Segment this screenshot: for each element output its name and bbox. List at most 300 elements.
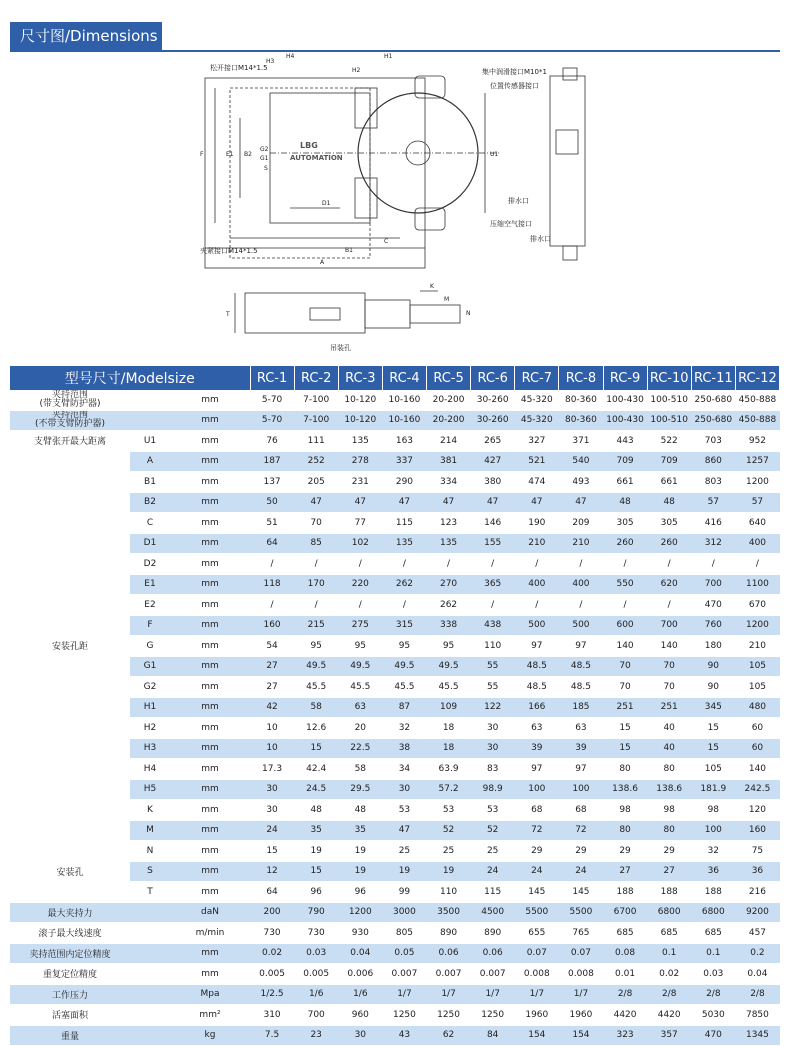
cell-value: 251	[647, 697, 691, 718]
cell-value: 6800	[691, 902, 735, 923]
cell-value: 99	[382, 882, 426, 903]
row-unit: daN	[170, 902, 250, 923]
cell-value: 64	[250, 882, 294, 903]
drawing-labels	[200, 53, 551, 352]
cell-value: 0.03	[691, 964, 735, 985]
cell-value: 109	[427, 697, 471, 718]
cell-value: 95	[294, 636, 338, 657]
cell-value: 0.02	[250, 943, 294, 964]
cell-value: 10-160	[382, 390, 426, 410]
row-unit: mm	[170, 964, 250, 985]
cell-value: 250-680	[691, 410, 735, 431]
group-mount-distance: 安装孔距	[10, 451, 130, 841]
cell-value: 105	[691, 759, 735, 780]
header-model: RC-2	[294, 366, 338, 390]
cell-value: 154	[515, 1025, 559, 1046]
row-param	[130, 923, 170, 944]
cell-value: 100-510	[647, 410, 691, 431]
row-param	[130, 1025, 170, 1046]
cell-value: /	[294, 554, 338, 575]
cell-value: 522	[647, 431, 691, 452]
row-param: E2	[130, 595, 170, 616]
cell-value: 35	[294, 820, 338, 841]
cell-value: 138.6	[647, 779, 691, 800]
cell-value: 20	[338, 718, 382, 739]
cell-value: 97	[515, 759, 559, 780]
row-param: G1	[130, 656, 170, 677]
cell-value: 2/8	[691, 984, 735, 1005]
cell-value: 135	[427, 533, 471, 554]
cell-value: 98	[603, 800, 647, 821]
cell-value: 19	[338, 841, 382, 862]
logo-line2: AUTOMATION	[290, 154, 343, 162]
table-row	[10, 451, 780, 472]
cell-value: 0.2	[735, 943, 779, 964]
row-name: 夹持范围 (带支臂防护器)	[10, 390, 130, 410]
table-row	[10, 923, 780, 944]
cell-value: 72	[515, 820, 559, 841]
cell-value: 181.9	[691, 779, 735, 800]
cell-value: 210	[735, 636, 779, 657]
header-model: RC-3	[338, 366, 382, 390]
cell-value: 0.05	[382, 943, 426, 964]
cell-value: 1/7	[471, 984, 515, 1005]
row-param	[130, 410, 170, 431]
cell-value: 45.5	[427, 677, 471, 698]
cell-value: 450-888	[735, 390, 779, 410]
row-name: 重量	[10, 1025, 130, 1046]
row-name: 夹持范围内定位精度	[10, 943, 130, 964]
callout-position-sensor: 位置传感器接口	[490, 82, 539, 90]
cell-value: 100-430	[603, 390, 647, 410]
cell-value: 709	[603, 451, 647, 472]
cell-value: 760	[691, 615, 735, 636]
cell-value: 0.008	[515, 964, 559, 985]
table-row	[10, 902, 780, 923]
cell-value: 215	[294, 615, 338, 636]
cell-value: 118	[250, 574, 294, 595]
label-d1: D1	[322, 200, 331, 207]
cell-value: 7.5	[250, 1025, 294, 1046]
cell-value: 1/7	[515, 984, 559, 1005]
row-unit: mm	[170, 554, 250, 575]
cell-value: 15	[603, 718, 647, 739]
label-f: F	[200, 151, 204, 158]
technical-drawing-svg	[0, 48, 790, 360]
cell-value: 278	[338, 451, 382, 472]
row-unit: mm	[170, 841, 250, 862]
cell-value: 0.02	[647, 964, 691, 985]
cell-value: 860	[691, 451, 735, 472]
cell-value: 49.5	[338, 656, 382, 677]
row-unit: mm	[170, 882, 250, 903]
cell-value: 95	[338, 636, 382, 657]
cell-value: 190	[515, 513, 559, 534]
label-m: M	[444, 296, 450, 303]
header-model: RC-4	[382, 366, 426, 390]
cell-value: 30	[471, 738, 515, 759]
cell-value: 145	[559, 882, 603, 903]
cell-value: 45-320	[515, 390, 559, 410]
row-param: H2	[130, 718, 170, 739]
cell-value: 43	[382, 1025, 426, 1046]
cell-value: 4500	[471, 902, 515, 923]
cell-value: 22.5	[338, 738, 382, 759]
cell-value: 100	[691, 820, 735, 841]
dimension-drawing	[0, 48, 790, 360]
cell-value: 80-360	[559, 390, 603, 410]
cell-value: 42	[250, 697, 294, 718]
cell-value: 47	[382, 820, 426, 841]
cell-value: 27	[603, 861, 647, 882]
callout-compressed-air: 压缩空气接口	[490, 220, 532, 228]
cell-value: 32	[382, 718, 426, 739]
row-unit: mm	[170, 513, 250, 534]
table-body	[10, 390, 780, 1046]
header-model: RC-8	[559, 366, 603, 390]
cell-value: 10	[250, 718, 294, 739]
cell-value: 0.03	[294, 943, 338, 964]
cell-value: 98	[691, 800, 735, 821]
row-name: 工作压力	[10, 984, 130, 1005]
cell-value: 550	[603, 574, 647, 595]
cell-value: 0.005	[294, 964, 338, 985]
row-param: C	[130, 513, 170, 534]
cell-value: 64	[250, 533, 294, 554]
cell-value: 9200	[735, 902, 779, 923]
cell-value: 0.06	[471, 943, 515, 964]
cell-value: 500	[559, 615, 603, 636]
cell-value: 27	[647, 861, 691, 882]
cell-value: 209	[559, 513, 603, 534]
cell-value: 97	[559, 636, 603, 657]
cell-value: 6700	[603, 902, 647, 923]
cell-value: 7-100	[294, 390, 338, 410]
cell-value: 29	[559, 841, 603, 862]
cell-value: 40	[647, 718, 691, 739]
cell-value: 312	[691, 533, 735, 554]
row-param: N	[130, 841, 170, 862]
cell-value: 12.6	[294, 718, 338, 739]
cell-value: 30-260	[471, 390, 515, 410]
cell-value: 160	[735, 820, 779, 841]
cell-value: 57	[691, 492, 735, 513]
header-model: RC-6	[471, 366, 515, 390]
callout-exhaust-2: 排水口	[530, 235, 551, 243]
header-model: RC-11	[691, 366, 735, 390]
cell-value: 200	[250, 902, 294, 923]
row-unit: mm	[170, 697, 250, 718]
cell-value: 0.007	[427, 964, 471, 985]
header-model: RC-7	[515, 366, 559, 390]
row-unit: mm	[170, 492, 250, 513]
cell-value: 805	[382, 923, 426, 944]
cell-value: 57	[735, 492, 779, 513]
cell-value: 49.5	[382, 656, 426, 677]
cell-value: 58	[294, 697, 338, 718]
row-unit: mm	[170, 533, 250, 554]
cell-value: 960	[338, 1005, 382, 1026]
cell-value: 110	[427, 882, 471, 903]
label-n: N	[466, 310, 471, 317]
cell-value: 48.5	[515, 656, 559, 677]
cell-value: 95	[427, 636, 471, 657]
cell-value: 250-680	[691, 390, 735, 410]
cell-value: 18	[427, 738, 471, 759]
cell-value: 24.5	[294, 779, 338, 800]
cell-value: /	[559, 554, 603, 575]
cell-value: 50	[250, 492, 294, 513]
cell-value: 24	[515, 861, 559, 882]
row-unit: kg	[170, 1025, 250, 1046]
cell-value: 166	[515, 697, 559, 718]
cell-value: /	[427, 554, 471, 575]
label-a: A	[320, 259, 325, 266]
cell-value: 80	[647, 820, 691, 841]
row-unit: mm	[170, 431, 250, 452]
row-unit: mm	[170, 595, 250, 616]
cell-value: 52	[427, 820, 471, 841]
cell-value: 700	[647, 615, 691, 636]
cell-value: 60	[735, 738, 779, 759]
cell-value: 160	[250, 615, 294, 636]
cell-value: 0.005	[250, 964, 294, 985]
cell-value: 42.4	[294, 759, 338, 780]
cell-value: 0.08	[603, 943, 647, 964]
callout-central-lube: 集中润滑接口M10*1	[482, 68, 547, 76]
cell-value: 15	[294, 861, 338, 882]
table-row	[10, 390, 780, 410]
row-param: H5	[130, 779, 170, 800]
cell-value: 24	[250, 820, 294, 841]
row-unit: mm	[170, 615, 250, 636]
row-param: T	[130, 882, 170, 903]
cell-value: 35	[338, 820, 382, 841]
body-outline	[205, 78, 425, 268]
cell-value: 135	[338, 431, 382, 452]
cell-value: /	[603, 554, 647, 575]
top-view-slot	[310, 308, 340, 320]
label-e1: E1	[226, 151, 234, 158]
row-unit: mm	[170, 718, 250, 739]
cell-value: 443	[603, 431, 647, 452]
label-h1: H1	[384, 53, 393, 60]
cell-value: 685	[603, 923, 647, 944]
cell-value: 96	[294, 882, 338, 903]
cell-value: 60	[735, 718, 779, 739]
cell-value: 252	[294, 451, 338, 472]
row-param	[130, 1005, 170, 1026]
cell-value: 188	[647, 882, 691, 903]
cell-value: 39	[515, 738, 559, 759]
cell-value: 15	[691, 718, 735, 739]
cell-value: 48.5	[559, 656, 603, 677]
cell-value: 70	[603, 677, 647, 698]
cell-value: 214	[427, 431, 471, 452]
row-param: U1	[130, 431, 170, 452]
cell-value: /	[515, 554, 559, 575]
cell-value: 19	[382, 861, 426, 882]
cell-value: 53	[471, 800, 515, 821]
cell-value: 1250	[427, 1005, 471, 1026]
row-param: G2	[130, 677, 170, 698]
row-param	[130, 964, 170, 985]
cell-value: 96	[338, 882, 382, 903]
cell-value: 34	[382, 759, 426, 780]
cell-value: 90	[691, 677, 735, 698]
cell-value: 400	[559, 574, 603, 595]
cell-value: 220	[338, 574, 382, 595]
cell-value: 380	[471, 472, 515, 493]
cell-value: 0.008	[559, 964, 603, 985]
cell-value: 685	[647, 923, 691, 944]
cell-value: 334	[427, 472, 471, 493]
cell-value: 102	[338, 533, 382, 554]
cell-value: 36	[735, 861, 779, 882]
cell-value: 47	[471, 492, 515, 513]
cell-value: 15	[691, 738, 735, 759]
cell-value: 357	[647, 1025, 691, 1046]
cell-value: 48.5	[515, 677, 559, 698]
cell-value: 470	[691, 595, 735, 616]
side-view-top	[563, 68, 577, 80]
cell-value: 540	[559, 451, 603, 472]
cell-value: 188	[603, 882, 647, 903]
cell-value: 188	[691, 882, 735, 903]
cell-value: 25	[471, 841, 515, 862]
cell-value: 47	[427, 492, 471, 513]
cell-value: 474	[515, 472, 559, 493]
cell-value: 29	[515, 841, 559, 862]
cell-value: 63.9	[427, 759, 471, 780]
cell-value: 23	[294, 1025, 338, 1046]
cell-value: 15	[250, 841, 294, 862]
cell-value: 2/8	[735, 984, 779, 1005]
cell-value: 135	[382, 533, 426, 554]
cell-value: 275	[338, 615, 382, 636]
cell-value: 32	[691, 841, 735, 862]
callout-exhaust-1: 排水口	[508, 197, 529, 205]
cell-value: 365	[471, 574, 515, 595]
cell-value: 890	[471, 923, 515, 944]
cell-value: 40	[647, 738, 691, 759]
table-row	[10, 841, 780, 862]
cell-value: 260	[647, 533, 691, 554]
cell-value: 457	[735, 923, 779, 944]
cell-value: 51	[250, 513, 294, 534]
section-title: 尺寸图/Dimensions	[10, 22, 162, 50]
cell-value: 381	[427, 451, 471, 472]
cell-value: 20-200	[427, 410, 471, 431]
cell-value: 685	[691, 923, 735, 944]
page-header	[0, 10, 790, 48]
group-mount-holes: 安装孔	[10, 841, 130, 903]
callout-mount-hole: 吊装孔	[330, 344, 351, 352]
table-row	[10, 1025, 780, 1046]
header-modelsize: 型号尺寸/Modelsize	[10, 366, 250, 390]
cell-value: 120	[735, 800, 779, 821]
cell-value: 709	[647, 451, 691, 472]
header-model: RC-9	[603, 366, 647, 390]
cell-value: 450-888	[735, 410, 779, 431]
row-param: E1	[130, 574, 170, 595]
cell-value: 68	[559, 800, 603, 821]
row-unit: mm	[170, 656, 250, 677]
cell-value: 0.04	[338, 943, 382, 964]
cell-value: 155	[471, 533, 515, 554]
header-model: RC-1	[250, 366, 294, 390]
row-param: G	[130, 636, 170, 657]
cell-value: /	[382, 554, 426, 575]
cell-value: 1960	[559, 1005, 603, 1026]
cell-value: /	[735, 554, 779, 575]
cell-value: 1200	[338, 902, 382, 923]
cell-value: 48	[294, 800, 338, 821]
cell-value: 187	[250, 451, 294, 472]
cell-value: 5500	[559, 902, 603, 923]
cell-value: 20-200	[427, 390, 471, 410]
table-row	[10, 943, 780, 964]
cell-value: 39	[559, 738, 603, 759]
cell-value: 4420	[603, 1005, 647, 1026]
cell-value: 10-120	[338, 410, 382, 431]
cell-value: 48.5	[559, 677, 603, 698]
label-s: S	[264, 165, 268, 172]
row-unit: mm	[170, 636, 250, 657]
cell-value: 640	[735, 513, 779, 534]
cell-value: 0.007	[471, 964, 515, 985]
table-row	[10, 410, 780, 431]
cell-value: 19	[294, 841, 338, 862]
side-view-window	[556, 130, 578, 154]
cell-value: 45-320	[515, 410, 559, 431]
row-unit: mm	[170, 451, 250, 472]
cell-value: 53	[427, 800, 471, 821]
cell-value: 1250	[471, 1005, 515, 1026]
row-unit: mm	[170, 574, 250, 595]
cell-value: 105	[735, 656, 779, 677]
label-c: C	[384, 238, 389, 245]
inner-outline	[230, 88, 370, 258]
row-param: D2	[130, 554, 170, 575]
cell-value: 25	[382, 841, 426, 862]
cell-value: 84	[471, 1025, 515, 1046]
cell-value: 52	[471, 820, 515, 841]
cell-value: 5-70	[250, 390, 294, 410]
cell-value: 670	[735, 595, 779, 616]
cell-value: 1257	[735, 451, 779, 472]
cell-value: 48	[647, 492, 691, 513]
cell-value: 270	[427, 574, 471, 595]
cell-value: 100-510	[647, 390, 691, 410]
cell-value: 765	[559, 923, 603, 944]
row-param: H3	[130, 738, 170, 759]
cell-value: 427	[471, 451, 515, 472]
cell-value: 100-430	[603, 410, 647, 431]
table-row	[10, 1005, 780, 1026]
row-param	[130, 902, 170, 923]
cell-value: 790	[294, 902, 338, 923]
cell-value: 4420	[647, 1005, 691, 1026]
cell-value: 63	[559, 718, 603, 739]
table-row	[10, 431, 780, 452]
cell-value: 0.1	[691, 943, 735, 964]
cell-value: 19	[427, 861, 471, 882]
cell-value: 290	[382, 472, 426, 493]
cell-value: 30	[250, 800, 294, 821]
cell-value: 730	[294, 923, 338, 944]
cell-value: 48	[338, 800, 382, 821]
